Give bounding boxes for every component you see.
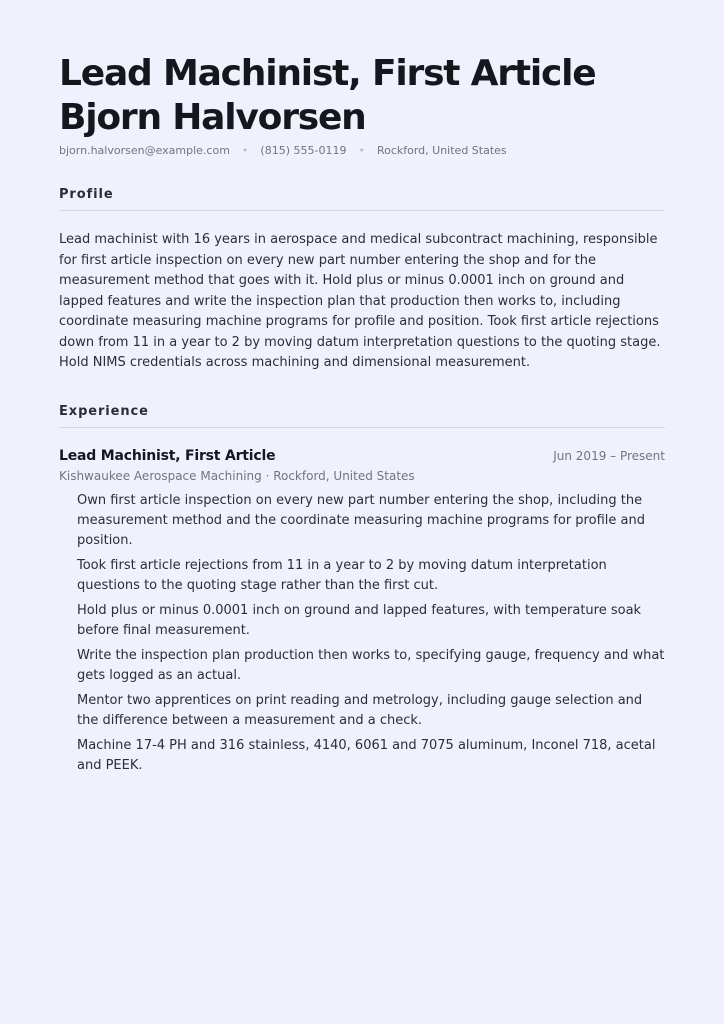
profile-section [59,187,665,374]
separator-dot: • [358,144,365,157]
job-title: Lead Machinist, First Article [59,447,276,464]
job-bullet: Mentor two apprentices on print reading and metrology, including gauge selection and the difference between a measurement and a check. [77,692,643,728]
resume-title [59,52,665,140]
experience-heading: Experience [59,404,665,428]
job-entry [59,448,665,776]
job-company: Kishwaukee Aerospace Machining · Rockford, United States [59,468,415,483]
job-bullet: Write the inspection plan production then works to, specifying gauge, frequency and what gets logged as an actual. [77,647,665,683]
contact-line [59,144,665,157]
job-dates: Jun 2019 – Present [553,448,665,463]
job-bullets [59,491,665,776]
job-header [59,448,665,464]
profile-heading: Profile [59,187,665,211]
candidate-name: Bjorn Halvorsen [59,97,366,138]
contact-email[interactable]: bjorn.halvorsen@example.com [59,144,230,157]
separator-dot: • [241,144,249,157]
experience-section [59,404,665,776]
job-bullet: Hold plus or minus 0.0001 inch on ground and lapped features, with temperature soak before final measurement. [77,602,642,638]
job-bullet: Machine 17-4 PH and 316 stainless, 4140, 6061 and 7075 aluminum, Inconel 718, acetal and PEEK. [77,737,656,773]
profile-summary: Lead machinist with 16 years in aerospace and medical subcontract machining, responsible for first article inspection on every new part number entering the shop and for the measurement method that goes with it. Hold plus or minus 0.0001 inch on ground and lapped features and write the inspection plan that production then works to, including coordinate measuring machine programs for profile and position. Took first article rejections down from 11 in a year to 2 by moving datum interpretation questions to the quoting stage. Hold NIMS credentials across machining and dimensional measurement. [59,232,661,370]
job-title-heading: Lead Machinist, First Article [59,53,596,94]
job-bullet: Own first article inspection on every new part number entering the shop, including the measurement method and the coordinate measuring machine programs for profile and position. [77,492,645,548]
contact-location: Rockford, United States [376,144,507,157]
job-bullet: Took first article rejections from 11 in a year to 2 by moving datum interpretation questions to the quoting stage rather than the first cut. [77,557,607,593]
contact-phone[interactable]: (815) 555-0119 [260,144,347,157]
